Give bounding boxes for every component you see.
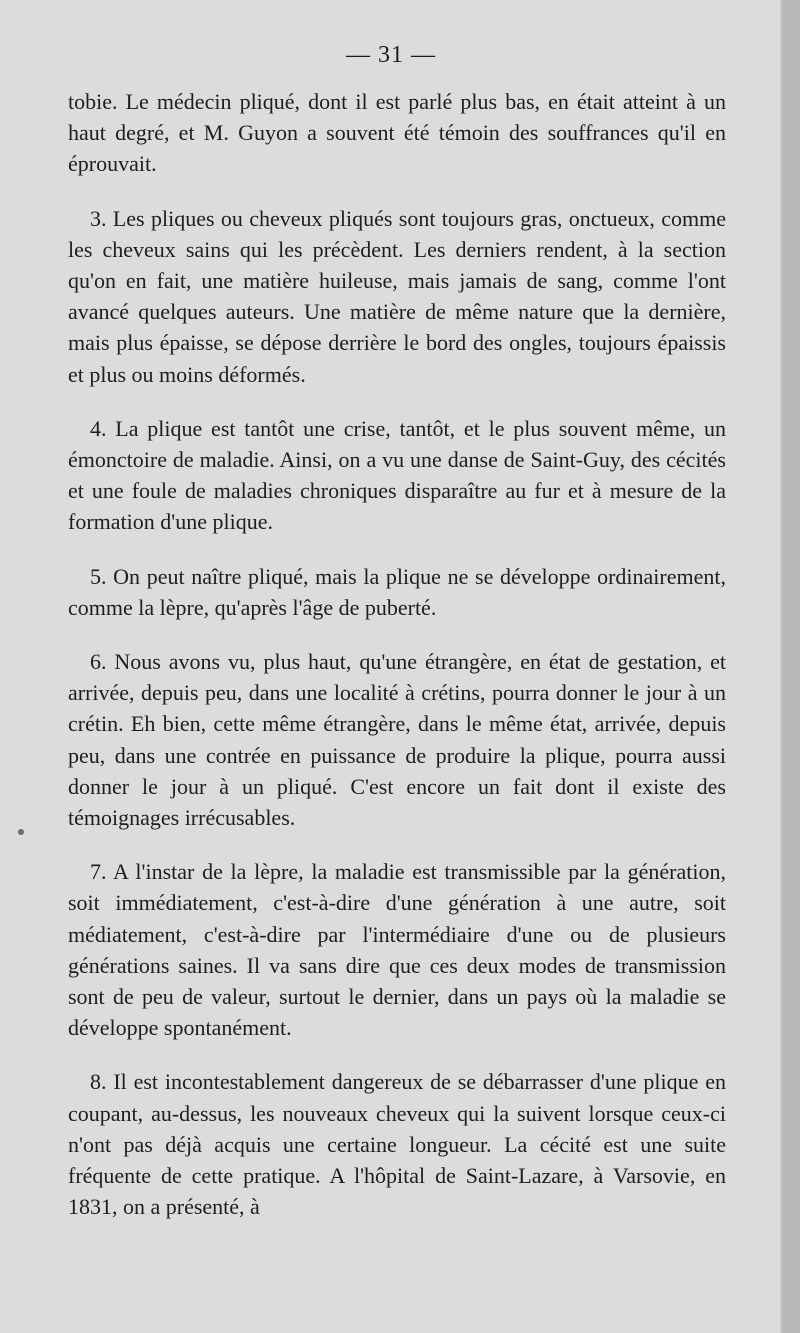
- paragraph-4: 4. La plique est tantôt une crise, tantôt, et le plus souvent même, un émonctoire de maladie. Ainsi, on a vu une danse de Saint-Guy, des cécités et une foule de maladies chroniques disparaître au fur et à mesure de la formation d'une plique.: [68, 415, 726, 535]
- paragraph-7: 7. A l'instar de la lèpre, la maladie est transmissible par la génération, soit immédiatement, c'est-à-dire d'une génération à une autre, soit médiatement, c'est-à-dire par l'intermédiaire d'une ou de plusieurs générations saines. Il va sans dire que ces deux modes de transmission sont de peu de valeur, surtout le dernier, dans un pays où la maladie se développe spontanément.: [68, 859, 726, 1041]
- body-text: [68, 86, 726, 1223]
- paragraph-8: 8. Il est incontestablement dangereux de se débarrasser d'une plique en coupant, au-dessus, les nouveaux cheveux qui la suivent lorsque ceux-ci n'ont pas déjà acquis une certaine longueur. La cécité est une suite fréquente de cette pratique. A l'hôpital de Saint-Lazare, à Varsovie, en 1831, on a présenté, à: [68, 1069, 726, 1220]
- margin-spot: [18, 829, 24, 835]
- paragraph-6: 6. Nous avons vu, plus haut, qu'une étrangère, en état de gestation, et arrivée, depuis peu, dans une localité à crétins, pourra donner le jour à un crétin. Eh bien, cette même étrangère, dans le même état, arrivée, depuis peu, dans une contrée en puissance de produire la plique, pourra aussi donner le jour à un pliqué. C'est encore un fait dont il existe des témoignages irrécusables.: [68, 649, 726, 831]
- paragraph-continuation: tobie. Le médecin pliqué, dont il est parlé plus bas, en était atteint à un haut degré, et M. Guyon a souvent été témoin des souffrances qu'il en éprouvait.: [68, 89, 726, 177]
- page-edge-shadow: [782, 0, 800, 1333]
- paragraph-5: 5. On peut naître pliqué, mais la plique ne se développe ordinairement, comme la lèpre, qu'après l'âge de puberté.: [68, 563, 726, 620]
- page-number: — 31 —: [346, 42, 436, 68]
- paragraph-3: 3. Les pliques ou cheveux pliqués sont toujours gras, onctueux, comme les cheveux sains qui les précèdent. Les derniers rendent, à la section qu'on en fait, une matière huileuse, mais jamais de sang, comme l'ont avancé quelques auteurs. Une matière de même nature que la dernière, mais plus épaisse, se dépose derrière le bord des ongles, toujours épaissis et plus ou moins déformés.: [68, 205, 726, 387]
